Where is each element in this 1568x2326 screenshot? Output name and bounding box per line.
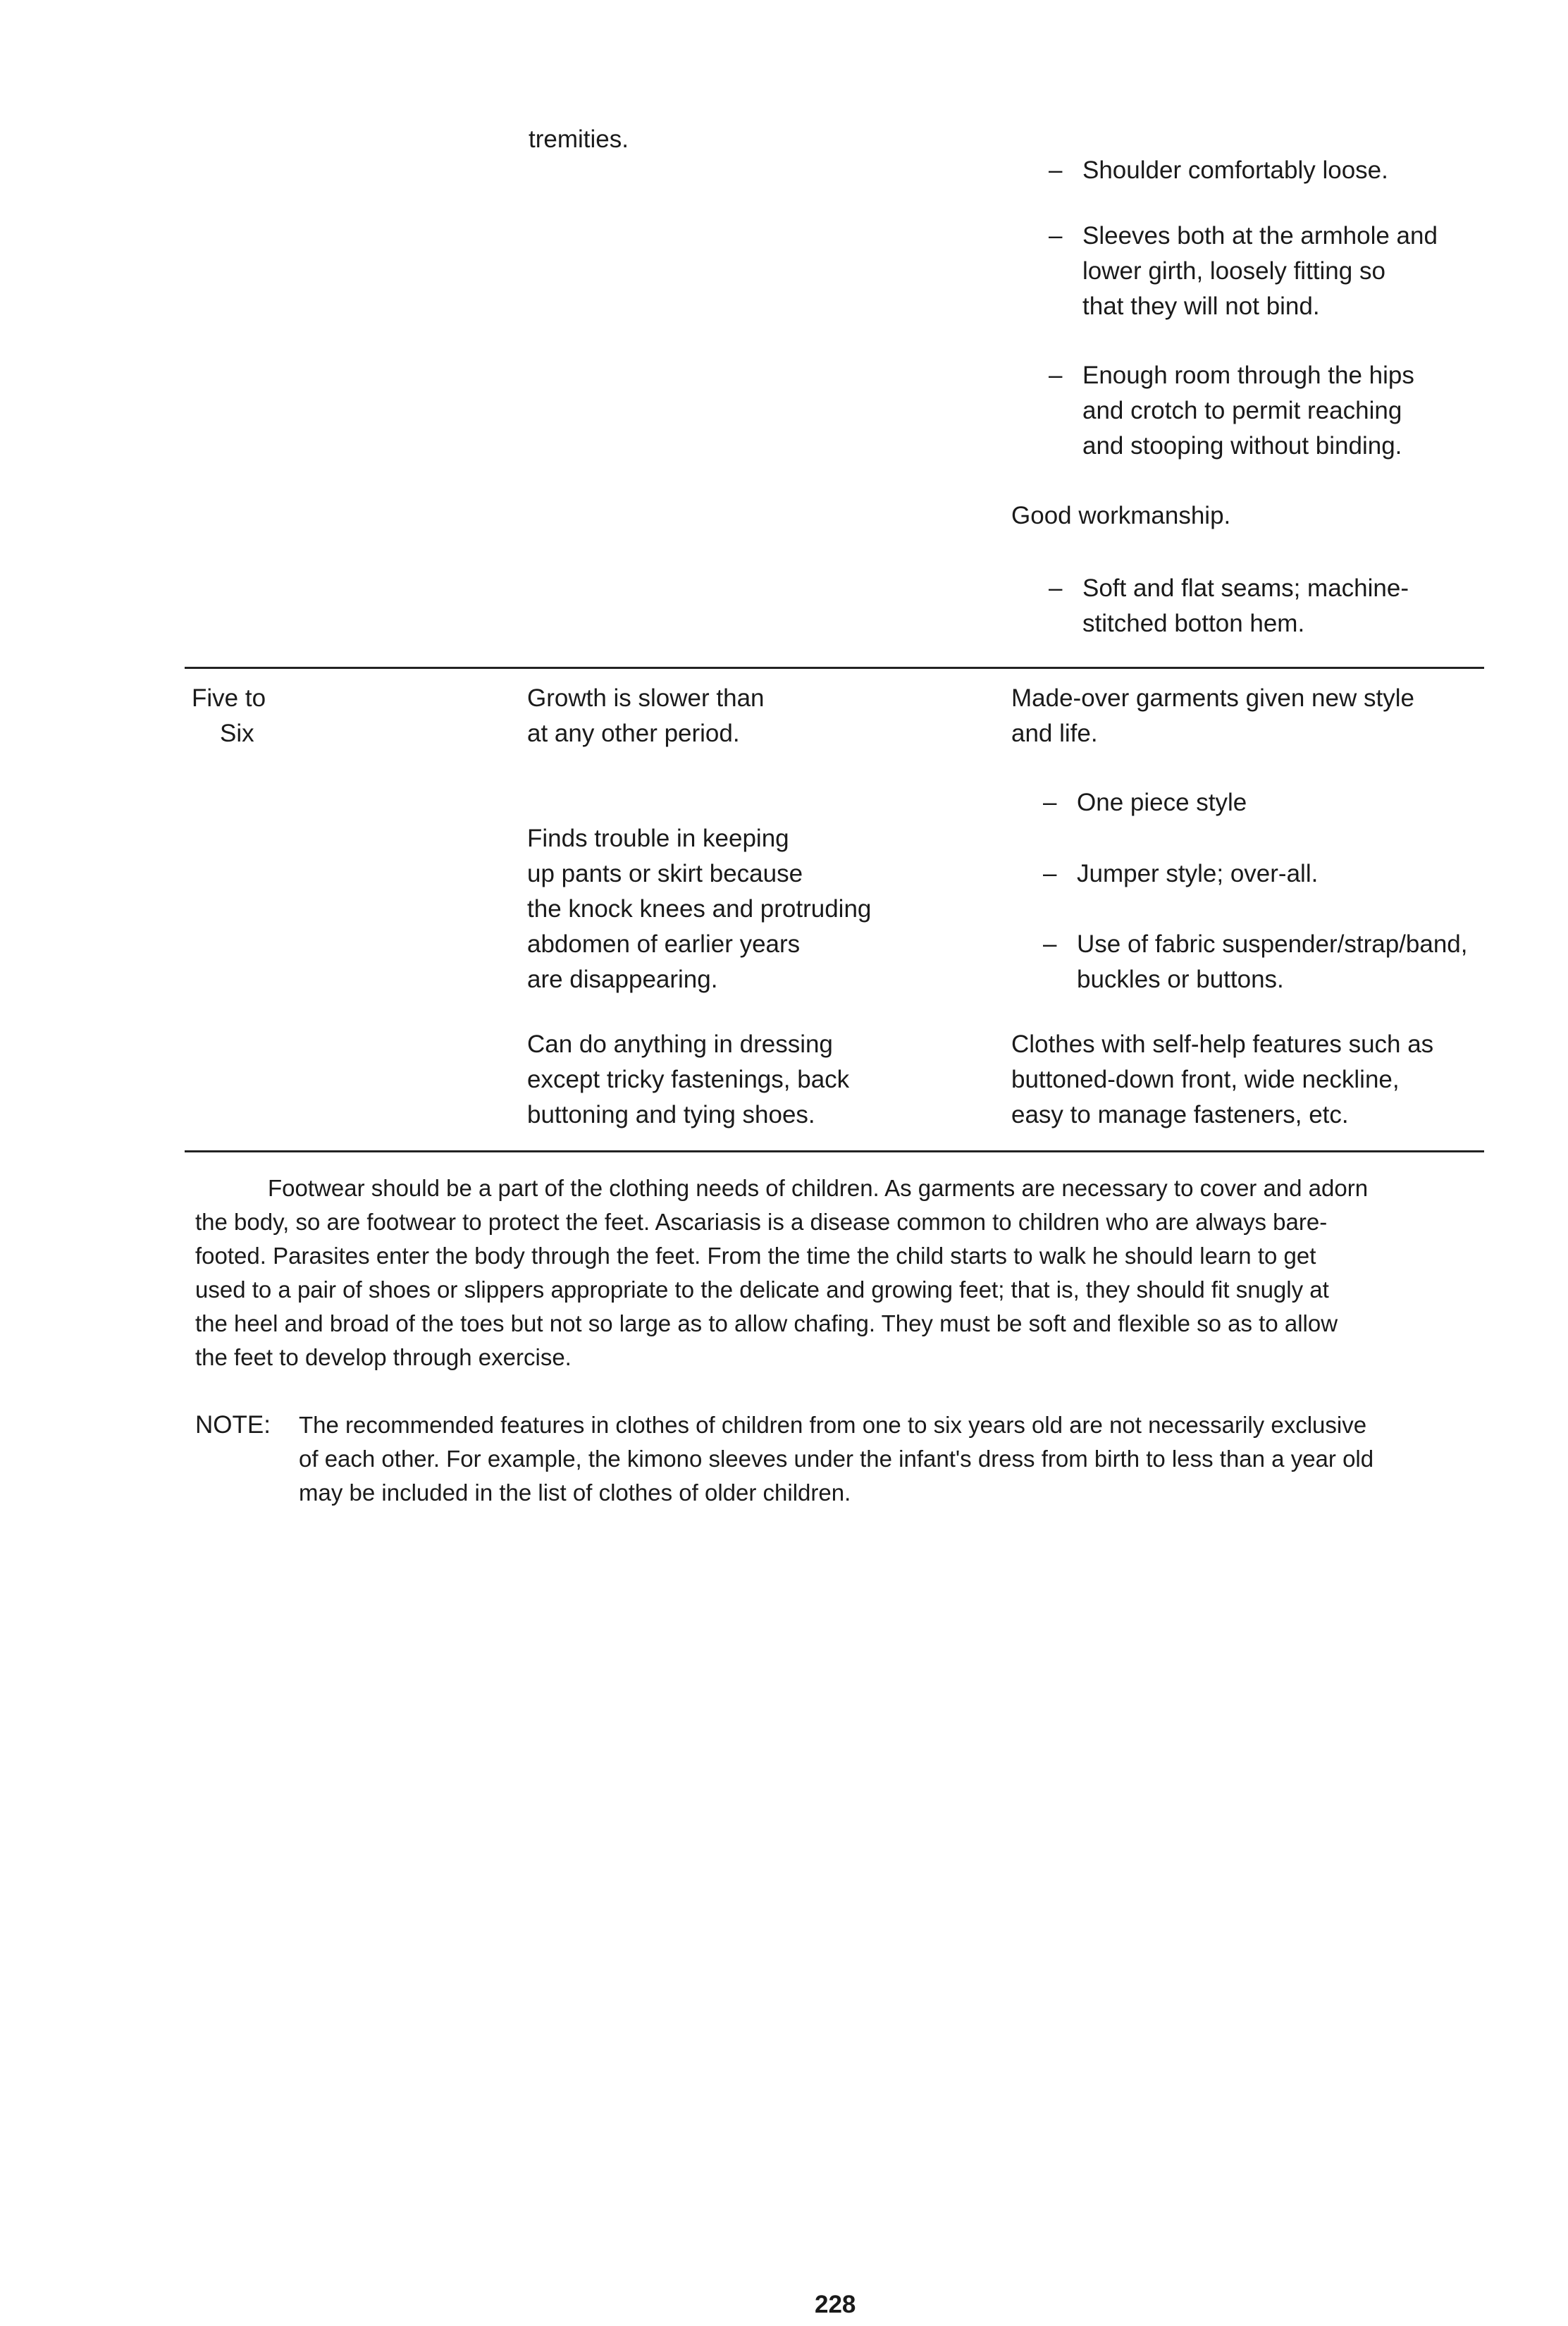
bullet-line: Shoulder comfortably loose. [1082,156,1388,184]
characteristic-line: the knock knees and protruding [527,895,872,923]
feature-line: buttoned-down front, wide neckline, [1011,1066,1400,1093]
table-rule [185,667,1484,669]
feature-line: One piece style [1077,789,1247,816]
characteristic-line: are disappearing. [527,966,718,993]
note-line: The recommended features in clothes of children from one to six years old are not necessarily exclusive [299,1412,1367,1438]
dash-icon: – [1043,930,1057,958]
characteristic-line: abdomen of earlier years [527,930,801,958]
feature-line: easy to manage fasteners, etc. [1011,1101,1349,1128]
dash-icon: – [1049,574,1063,602]
page-number: 228 [815,2291,856,2318]
dash-icon: – [1049,156,1063,184]
bullet-line: and stooping without binding. [1082,432,1402,460]
feature-line: Clothes with self-help features such as [1011,1030,1434,1058]
footwear-paragraph-line: the feet to develop through exercise. [195,1344,572,1370]
characteristic-line: Finds trouble in keeping [527,825,789,852]
dash-icon: – [1043,860,1057,887]
bullet-line: lower girth, loosely fitting so [1082,257,1385,285]
feature-line: Use of fabric suspender/strap/band, [1077,930,1468,958]
workmanship-heading: Good workmanship. [1011,502,1231,529]
age-label: Six [220,720,254,747]
dash-icon: – [1049,222,1063,250]
feature-line: Made-over garments given new style [1011,684,1414,712]
bullet-line: Soft and flat seams; machine- [1082,574,1409,602]
characteristic-line: Growth is slower than [527,684,765,712]
feature-line: Jumper style; over-all. [1077,860,1319,887]
table-rule [185,1150,1484,1152]
characteristic-line: Can do anything in dressing [527,1030,833,1058]
note-line: of each other. For example, the kimono sleeves under the infant's dress from birth to less than a year old [299,1446,1374,1472]
note-line: may be included in the list of clothes of older children. [299,1479,851,1506]
dash-icon: – [1043,789,1057,816]
footwear-paragraph-line: the body, so are footwear to protect the feet. Ascariasis is a disease common to children who are always bare- [195,1209,1328,1235]
bullet-line: that they will not bind. [1082,293,1320,320]
footwear-paragraph-line: used to a pair of shoes or slippers appropriate to the delicate and growing feet; that is, they should fit snugly at [195,1276,1329,1303]
bullet-line: Enough room through the hips [1082,362,1414,389]
bullet-line: Sleeves both at the armhole and [1082,222,1438,250]
feature-line: buckles or buttons. [1077,966,1284,993]
characteristic-line: buttoning and tying shoes. [527,1101,815,1128]
feature-line: and life. [1011,720,1098,747]
characteristic-line: up pants or skirt because [527,860,803,887]
bullet-line: and crotch to permit reaching [1082,397,1402,424]
footwear-paragraph-line: Footwear should be a part of the clothing needs of children. As garments are necessary to cover and adorn [268,1175,1369,1201]
characteristic-line: except tricky fastenings, back [527,1066,850,1093]
bullet-line: stitched botton hem. [1082,610,1305,637]
footwear-paragraph-line: the heel and broad of the toes but not so large as to allow chafing. They must be soft and flexible so as to allow [195,1310,1338,1336]
middle-fragment: tremities. [529,125,629,153]
characteristic-line: at any other period. [527,720,740,747]
age-label: Five to [192,684,266,712]
footwear-paragraph-line: footed. Parasites enter the body through the feet. From the time the child starts to walk he should learn to get [195,1243,1316,1269]
note-label: NOTE: [195,1411,271,1439]
dash-icon: – [1049,362,1063,389]
